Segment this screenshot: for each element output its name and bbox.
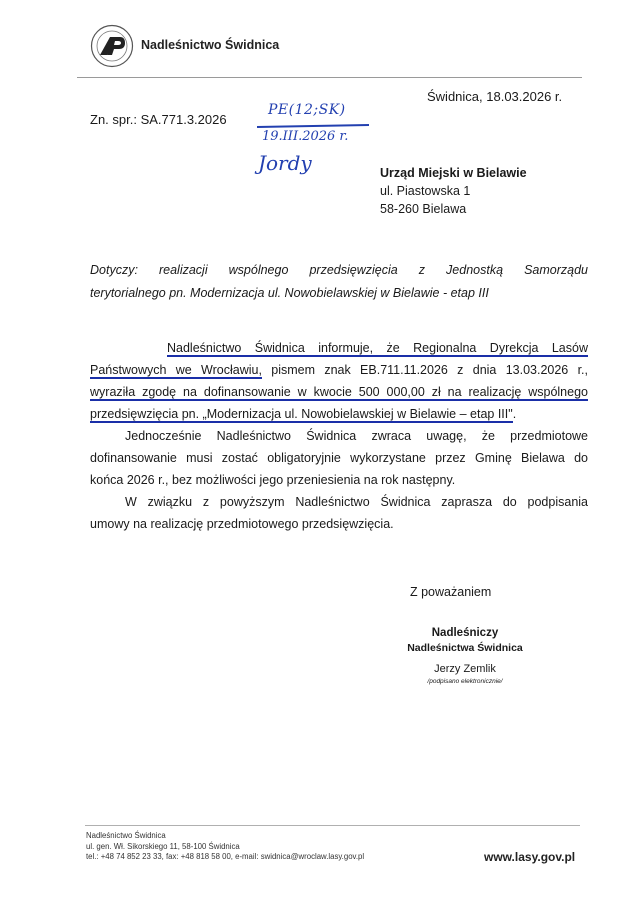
recipient-city: 58-260 Bielawa <box>380 202 467 216</box>
electronic-signature-note: /podpisano elektronicznie/ <box>427 678 503 685</box>
case-reference: Zn. spr.: SA.771.3.2026 <box>90 112 227 127</box>
paragraph-2-line-1: Jednocześnie Nadleśnictwo Świdnica zwraca uwagę, że przedmiotowe <box>125 429 588 443</box>
footer-street: ul. gen. Wł. Sikorskiego 11, 58-100 Świdnica <box>86 841 240 851</box>
subject-line-1: Dotyczy: realizacji wspólnego przedsięwzięcia z Jednostką Samorządu <box>90 263 588 277</box>
footer-address <box>86 831 364 863</box>
footer-divider <box>85 825 580 826</box>
signatory-title: Nadleśniczy <box>431 627 499 639</box>
paragraph-3-line-2: umowy na realizację przedmiotowego przedsięwzięcia. <box>90 517 394 531</box>
underlined-text: przedsięwzięcia pn. „Modernizacja ul. Nowobielawskiej w Bielawie – etap III" <box>90 407 513 421</box>
paragraph-1-line-4 <box>90 403 588 425</box>
subject <box>90 259 588 305</box>
handwritten-line <box>257 124 369 127</box>
place-date: Świdnica, 18.03.2026 r. <box>427 89 563 104</box>
paragraph-2-line-3: końca 2026 r., bez możliwości jego przeniesienia na rok następny. <box>90 473 456 487</box>
letter-body <box>90 337 588 535</box>
underlined-text: Państwowych we Wrocławiu, <box>90 363 262 377</box>
signatory-unit: Nadleśnictwa Świdnica <box>407 642 523 654</box>
footer-contact: tel.: +48 74 852 23 33, fax: +48 818 58 00, e-mail: swidnica@wroclaw.lasy.gov.pl <box>86 852 365 861</box>
signatory-name: Jerzy Zemlik <box>434 663 496 675</box>
signature-block <box>370 626 560 686</box>
paragraph-1-line-2 <box>90 359 588 381</box>
recipient-street: ul. Piastowska 1 <box>380 184 471 198</box>
subject-line-2: terytorialnego pn. Modernizacja ul. Nowobielawskiej w Bielawie - etap III <box>90 286 489 300</box>
body-text: pismem znak EB.711.11.2026 z dnia 13.03.2026 r., <box>261 363 588 377</box>
handwritten-signature: Jordy <box>258 151 312 175</box>
website-link[interactable]: www.lasy.gov.pl <box>484 850 576 864</box>
header-divider <box>77 77 582 78</box>
lasy-panstwowe-logo <box>90 24 134 68</box>
paragraph-1-line-1 <box>90 337 588 359</box>
body-text: . <box>512 407 517 421</box>
underlined-text: wyraziła zgodę na dofinansowanie w kwocie 500 000,00 zł na realizację wspólnego <box>90 385 588 399</box>
paragraph-3-line-1: W związku z powyższym Nadleśnictwo Świdnica zaprasza do podpisania <box>125 495 588 509</box>
lasy-panstwowe-emblem-icon <box>90 24 134 68</box>
handwritten-registry-mark: PE(12;SK) <box>268 102 346 118</box>
closing-phrase: Z poważaniem <box>410 585 492 599</box>
footer-org: Nadleśnictwo Świdnica <box>86 831 166 840</box>
recipient-name: Urząd Miejski w Bielawie <box>380 166 527 180</box>
organization-name: Nadleśnictwo Świdnica <box>141 38 280 52</box>
handwritten-received-date: 19.III.2026 r. <box>262 129 349 144</box>
underlined-text: Nadleśnictwo Świdnica informuje, że Regionalna Dyrekcja Lasów <box>167 341 588 355</box>
paragraph-2-line-2: dofinansowanie musi zostać obligatoryjnie wykorzystane przez Gminę Bielawa do <box>90 451 588 465</box>
paragraph-1-line-3 <box>90 381 588 403</box>
recipient-address <box>380 164 527 218</box>
